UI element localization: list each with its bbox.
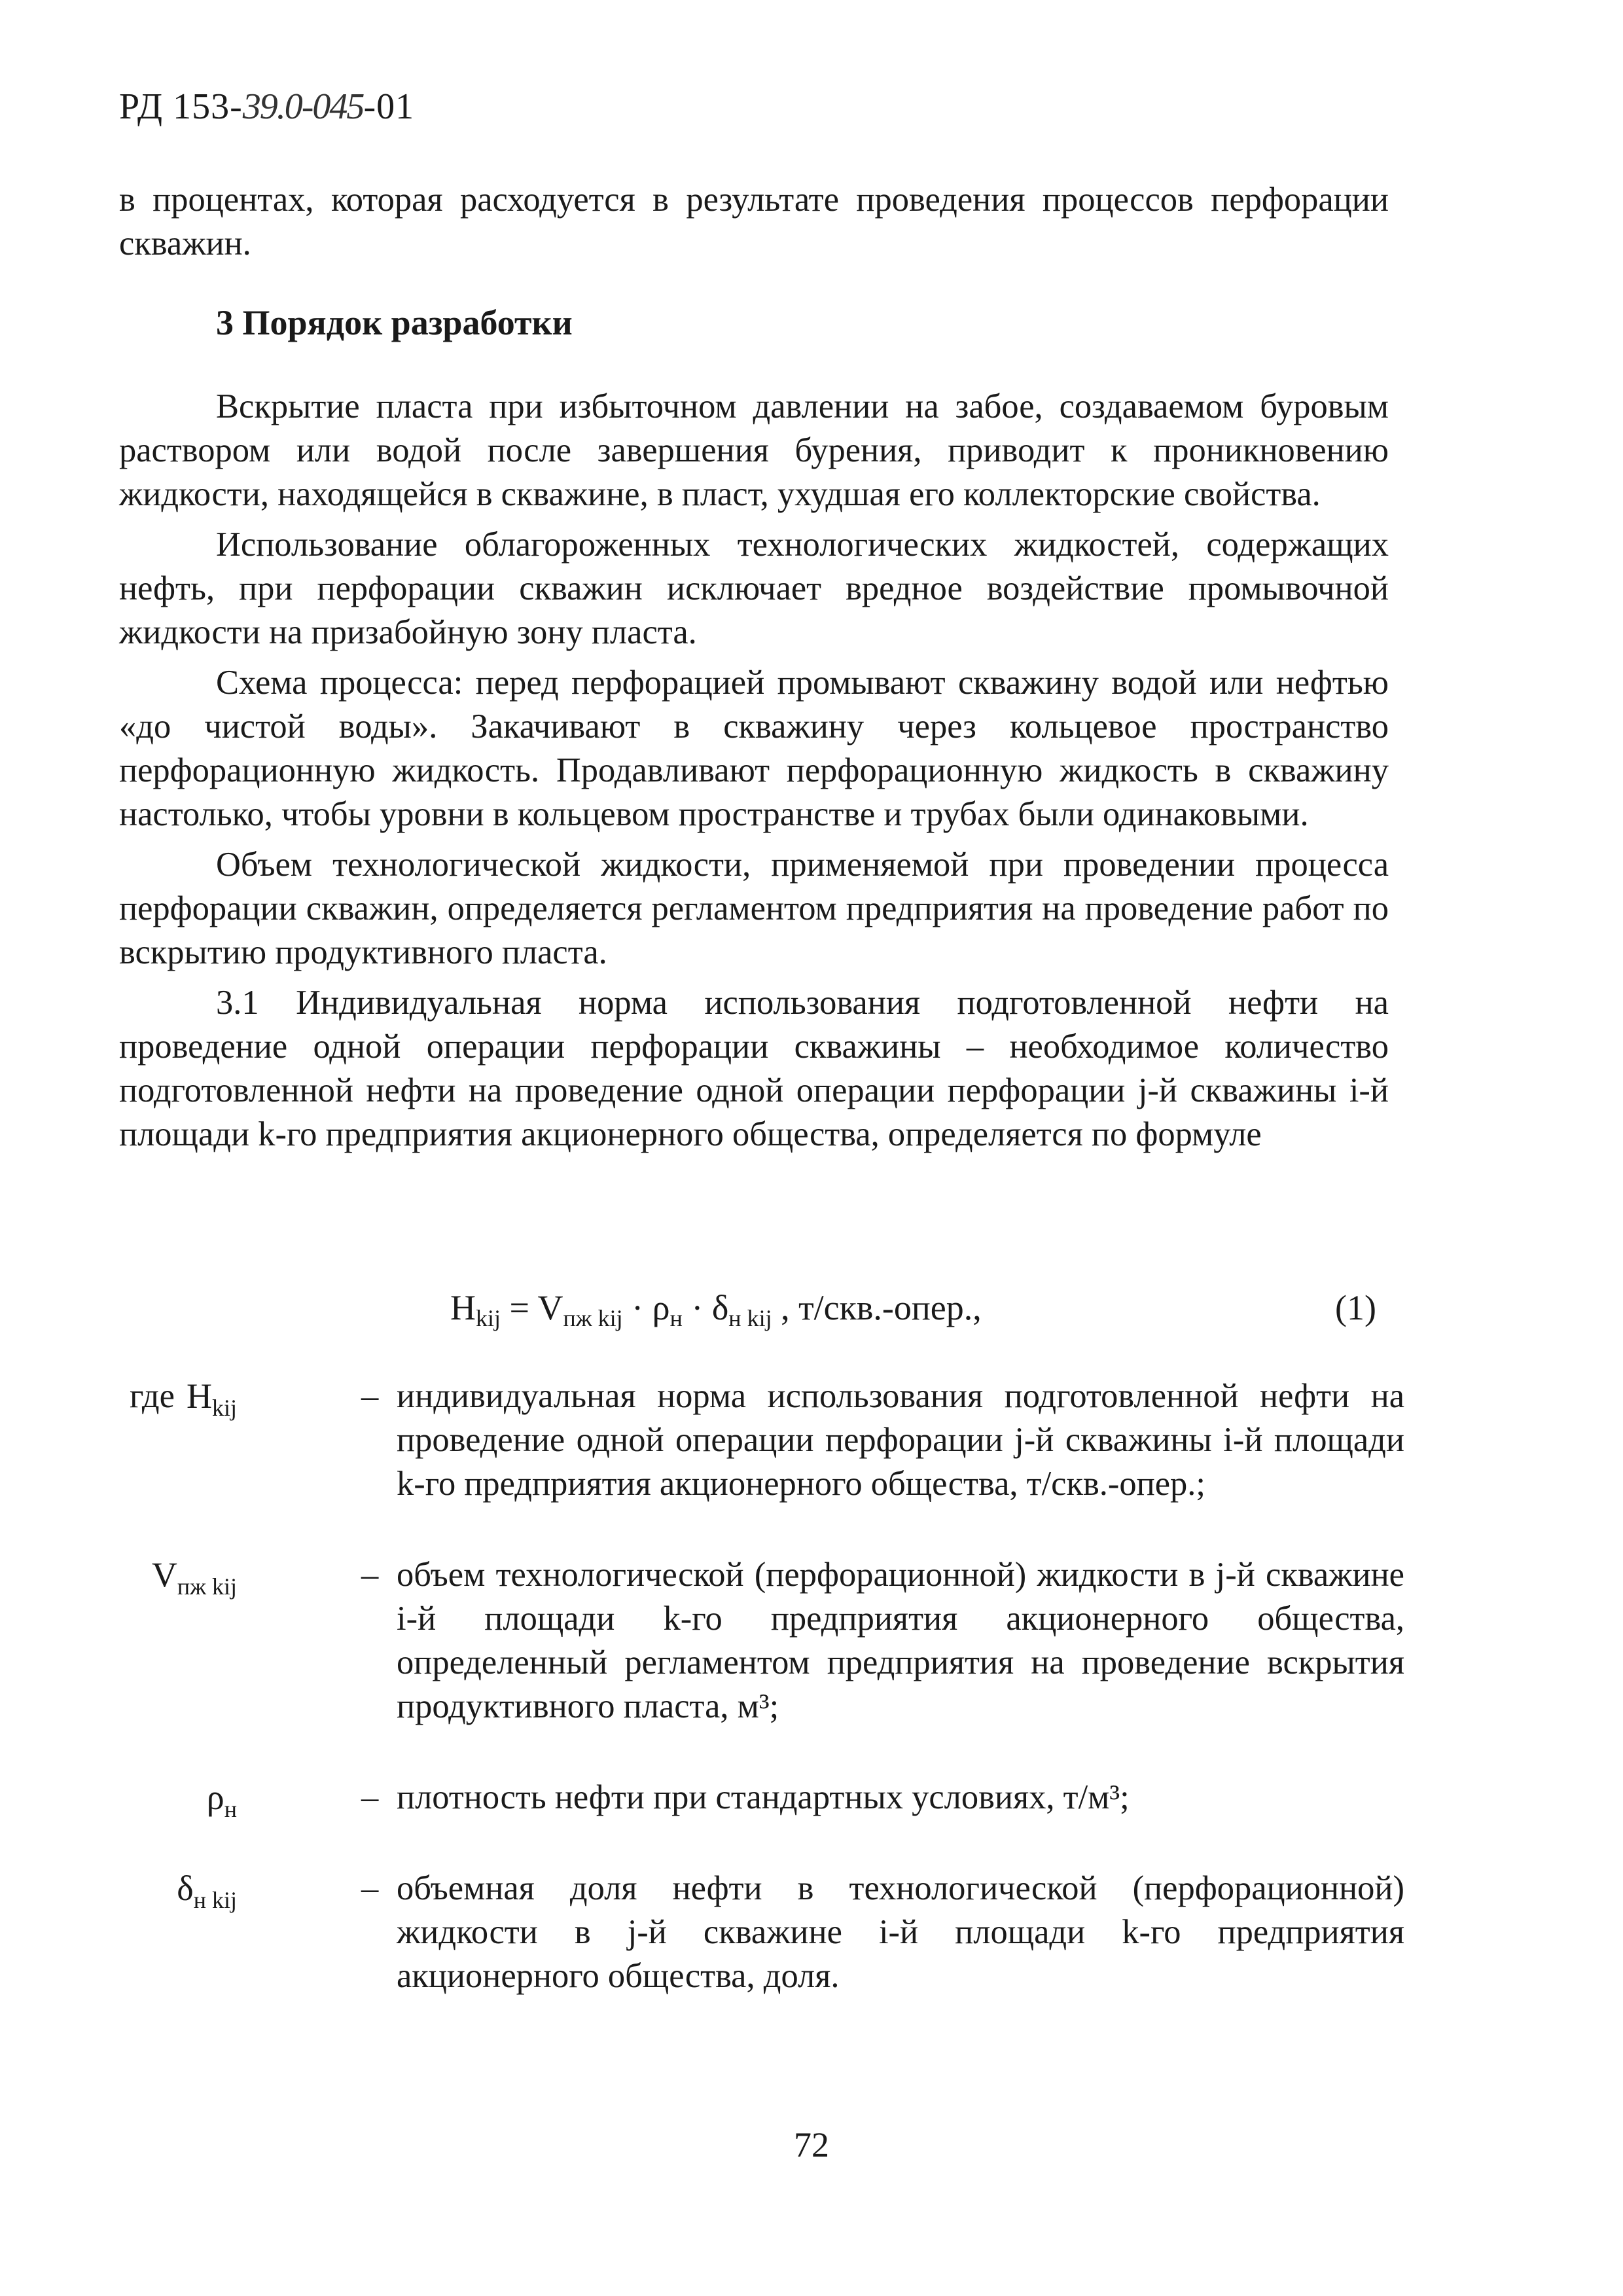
formula-v: V xyxy=(537,1288,563,1327)
formula-lhs-sub: kij xyxy=(476,1305,501,1331)
definition-text: объем технологической (перфорационной) жидкости в j-й скважине i-й площади k-го предприятия акционерного общества, определенный регламентом предприятия на проведение вскрытия продуктивного пласта, м³; xyxy=(397,1556,1404,1725)
section-title: 3 Порядок разработки xyxy=(216,303,573,342)
symbol-main: Н xyxy=(186,1376,212,1416)
definition-dash: – xyxy=(361,1556,379,1594)
symbol-sub: н kij xyxy=(193,1887,237,1913)
formula-lhs: Н xyxy=(450,1288,476,1327)
formula-delta-sub: н kij xyxy=(728,1305,772,1331)
formula-dot-1: · xyxy=(622,1288,652,1327)
symbol-sub: kij xyxy=(211,1395,237,1421)
formula-1 xyxy=(450,1282,982,1334)
where-label: где xyxy=(130,1377,175,1415)
paragraph-opening: Вскрытие пласта при избыточном давлении на забое, создаваемом буровым раствором или водой после завершения бурения, приводит к проникновению жидкости, находящейся в скважине, в пласт, ухудшая его коллекторские свойства. xyxy=(119,387,1389,513)
paragraph-process-scheme: Схема процесса: перед перфорацией промывают скважину водой или нефтью «до чистой воды». Закачивают в скважину через кольцевое пространство перфорационную жидкость. Продавливают перфорационную жидкость в скважину настолько, чтобы уровни в кольцевом пространстве и трубах были одинаковыми. xyxy=(119,664,1389,833)
document-code-prefix: РД 153- xyxy=(119,86,243,127)
definition-dash: – xyxy=(361,1377,379,1415)
formula-rho: ρ xyxy=(652,1288,670,1327)
formula-equals: = xyxy=(501,1288,538,1327)
document-code-header xyxy=(119,84,414,130)
intro-paragraph: в процентах, которая расходуется в результате проведения процессов перфорации скважин. xyxy=(119,181,1389,262)
definition-symbol xyxy=(177,1867,237,1913)
definition-text: индивидуальная норма использования подготовленной нефти на проведение одной операции перфорации j-й скважины i-й площади k-го предприятия акционерного общества, т/скв.-опер.; xyxy=(397,1377,1404,1503)
symbol-main: V xyxy=(151,1555,177,1594)
definition-item xyxy=(119,1553,1404,1729)
formula-rho-sub: н xyxy=(669,1305,683,1331)
definition-item xyxy=(119,1374,1404,1506)
formula-dot-2: · xyxy=(682,1288,712,1327)
definition-text: плотность нефти при стандартных условиях, т/м³; xyxy=(397,1778,1130,1816)
formula-delta: δ xyxy=(711,1288,729,1327)
formula-line xyxy=(0,1282,1623,1334)
definitions-list xyxy=(119,1374,1404,1998)
definition-item xyxy=(119,1867,1404,1998)
symbol-main: ρ xyxy=(206,1778,224,1817)
definition-symbol xyxy=(151,1553,237,1600)
symbol-sub: пж kij xyxy=(177,1573,237,1600)
document-code-handwritten: 39.0-045 xyxy=(242,86,364,127)
definition-item xyxy=(119,1776,1389,1820)
symbol-main: δ xyxy=(177,1869,194,1908)
symbol-sub: н xyxy=(224,1796,237,1822)
body-text-block xyxy=(119,385,1389,1163)
formula-number: (1) xyxy=(1335,1288,1376,1327)
document-code-suffix: -01 xyxy=(363,86,415,127)
page-number: 72 xyxy=(794,2125,829,2164)
definition-text: объемная доля нефти в технологической (перфорационной) жидкости в j-й скважине i-й площади k-го предприятия акционерного общества, доля. xyxy=(397,1869,1404,1995)
formula-unit: , т/скв.-опер., xyxy=(772,1288,982,1327)
formula-v-sub: пж kij xyxy=(563,1305,623,1331)
definition-symbol xyxy=(186,1374,237,1421)
definition-dash: – xyxy=(361,1778,379,1816)
definition-symbol xyxy=(207,1776,237,1820)
paragraph-fluid-volume: Объем технологической жидкости, применяемой при проведении процесса перфорации скважин, определяется регламентом предприятия на проведение работ по вскрытию продуктивного пласта. xyxy=(119,846,1389,971)
definition-dash: – xyxy=(361,1869,379,1907)
paragraph-technology-fluids: Использование облагороженных технологических жидкостей, содержащих нефть, при перфорации скважин исключает вредное воздействие промывочной жидкости на призабойную зону пласта. xyxy=(119,526,1389,651)
intro-text-block xyxy=(119,178,1389,272)
paragraph-norm-definition: 3.1 Индивидуальная норма использования подготовленной нефти на проведение одной операции перфорации скважины – необходимое количество подготовленной нефти на проведение одной операции перфорации j-й скважины i-й площади k-го предприятия акционерного общества, определяется по формуле xyxy=(119,984,1389,1153)
